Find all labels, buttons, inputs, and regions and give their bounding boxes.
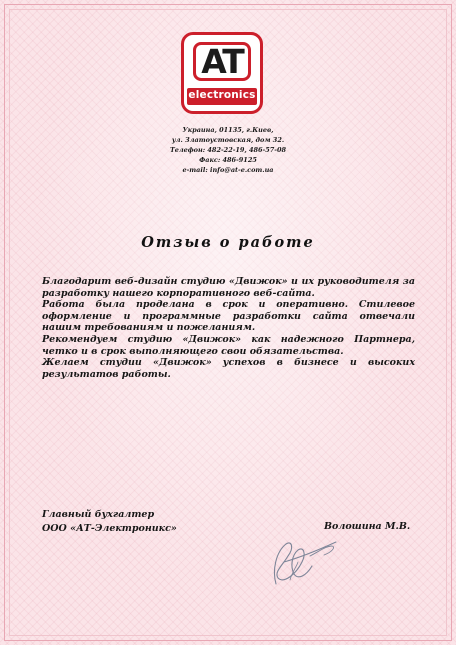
signatory-position: Главный бухгалтер <box>42 509 155 520</box>
logo-letter-box <box>193 42 251 81</box>
logo-band <box>187 88 257 105</box>
signatory-block <box>42 508 177 536</box>
logo-letters: AT <box>201 42 243 81</box>
company-logo <box>181 32 263 114</box>
address-line: ул. Златоустовская, дом 32. <box>171 136 285 144</box>
letter-body <box>42 276 415 380</box>
address-phone: Телефон: 482-22-19, 486-57-08 <box>169 146 287 154</box>
signatory-company: ООО «АТ-Электроникс» <box>42 523 177 534</box>
body-paragraph: Работа была проделана в срок и оперативно. Стилевое оформление и программные разработки сайта отвечали нашим требованиям и пожеланиям. <box>42 299 415 334</box>
body-paragraph: Желаем студии «Движок» успехов в бизнесе и высоких результатов работы. <box>42 357 415 380</box>
address-fax: Факс: 486-9125 <box>199 156 257 164</box>
body-paragraph: Благодарит веб-дизайн студию «Движок» и их руководителя за разработку нашего корпоративного веб-сайта. <box>42 276 415 299</box>
address-line: Украина, 01135, г.Киев, <box>182 126 274 134</box>
body-paragraph: Рекомендуем студию «Движок» как надежного Партнера, четко и в срок выполняющего свои обязательства. <box>42 333 415 357</box>
address-email: e-mail: info@at-e.com.ua <box>182 166 274 174</box>
company-address <box>120 125 336 175</box>
logo-word: electronics <box>188 89 256 101</box>
document-title: Отзыв о работе <box>141 234 315 251</box>
signatory-name: Волошина М.В. <box>324 521 411 532</box>
